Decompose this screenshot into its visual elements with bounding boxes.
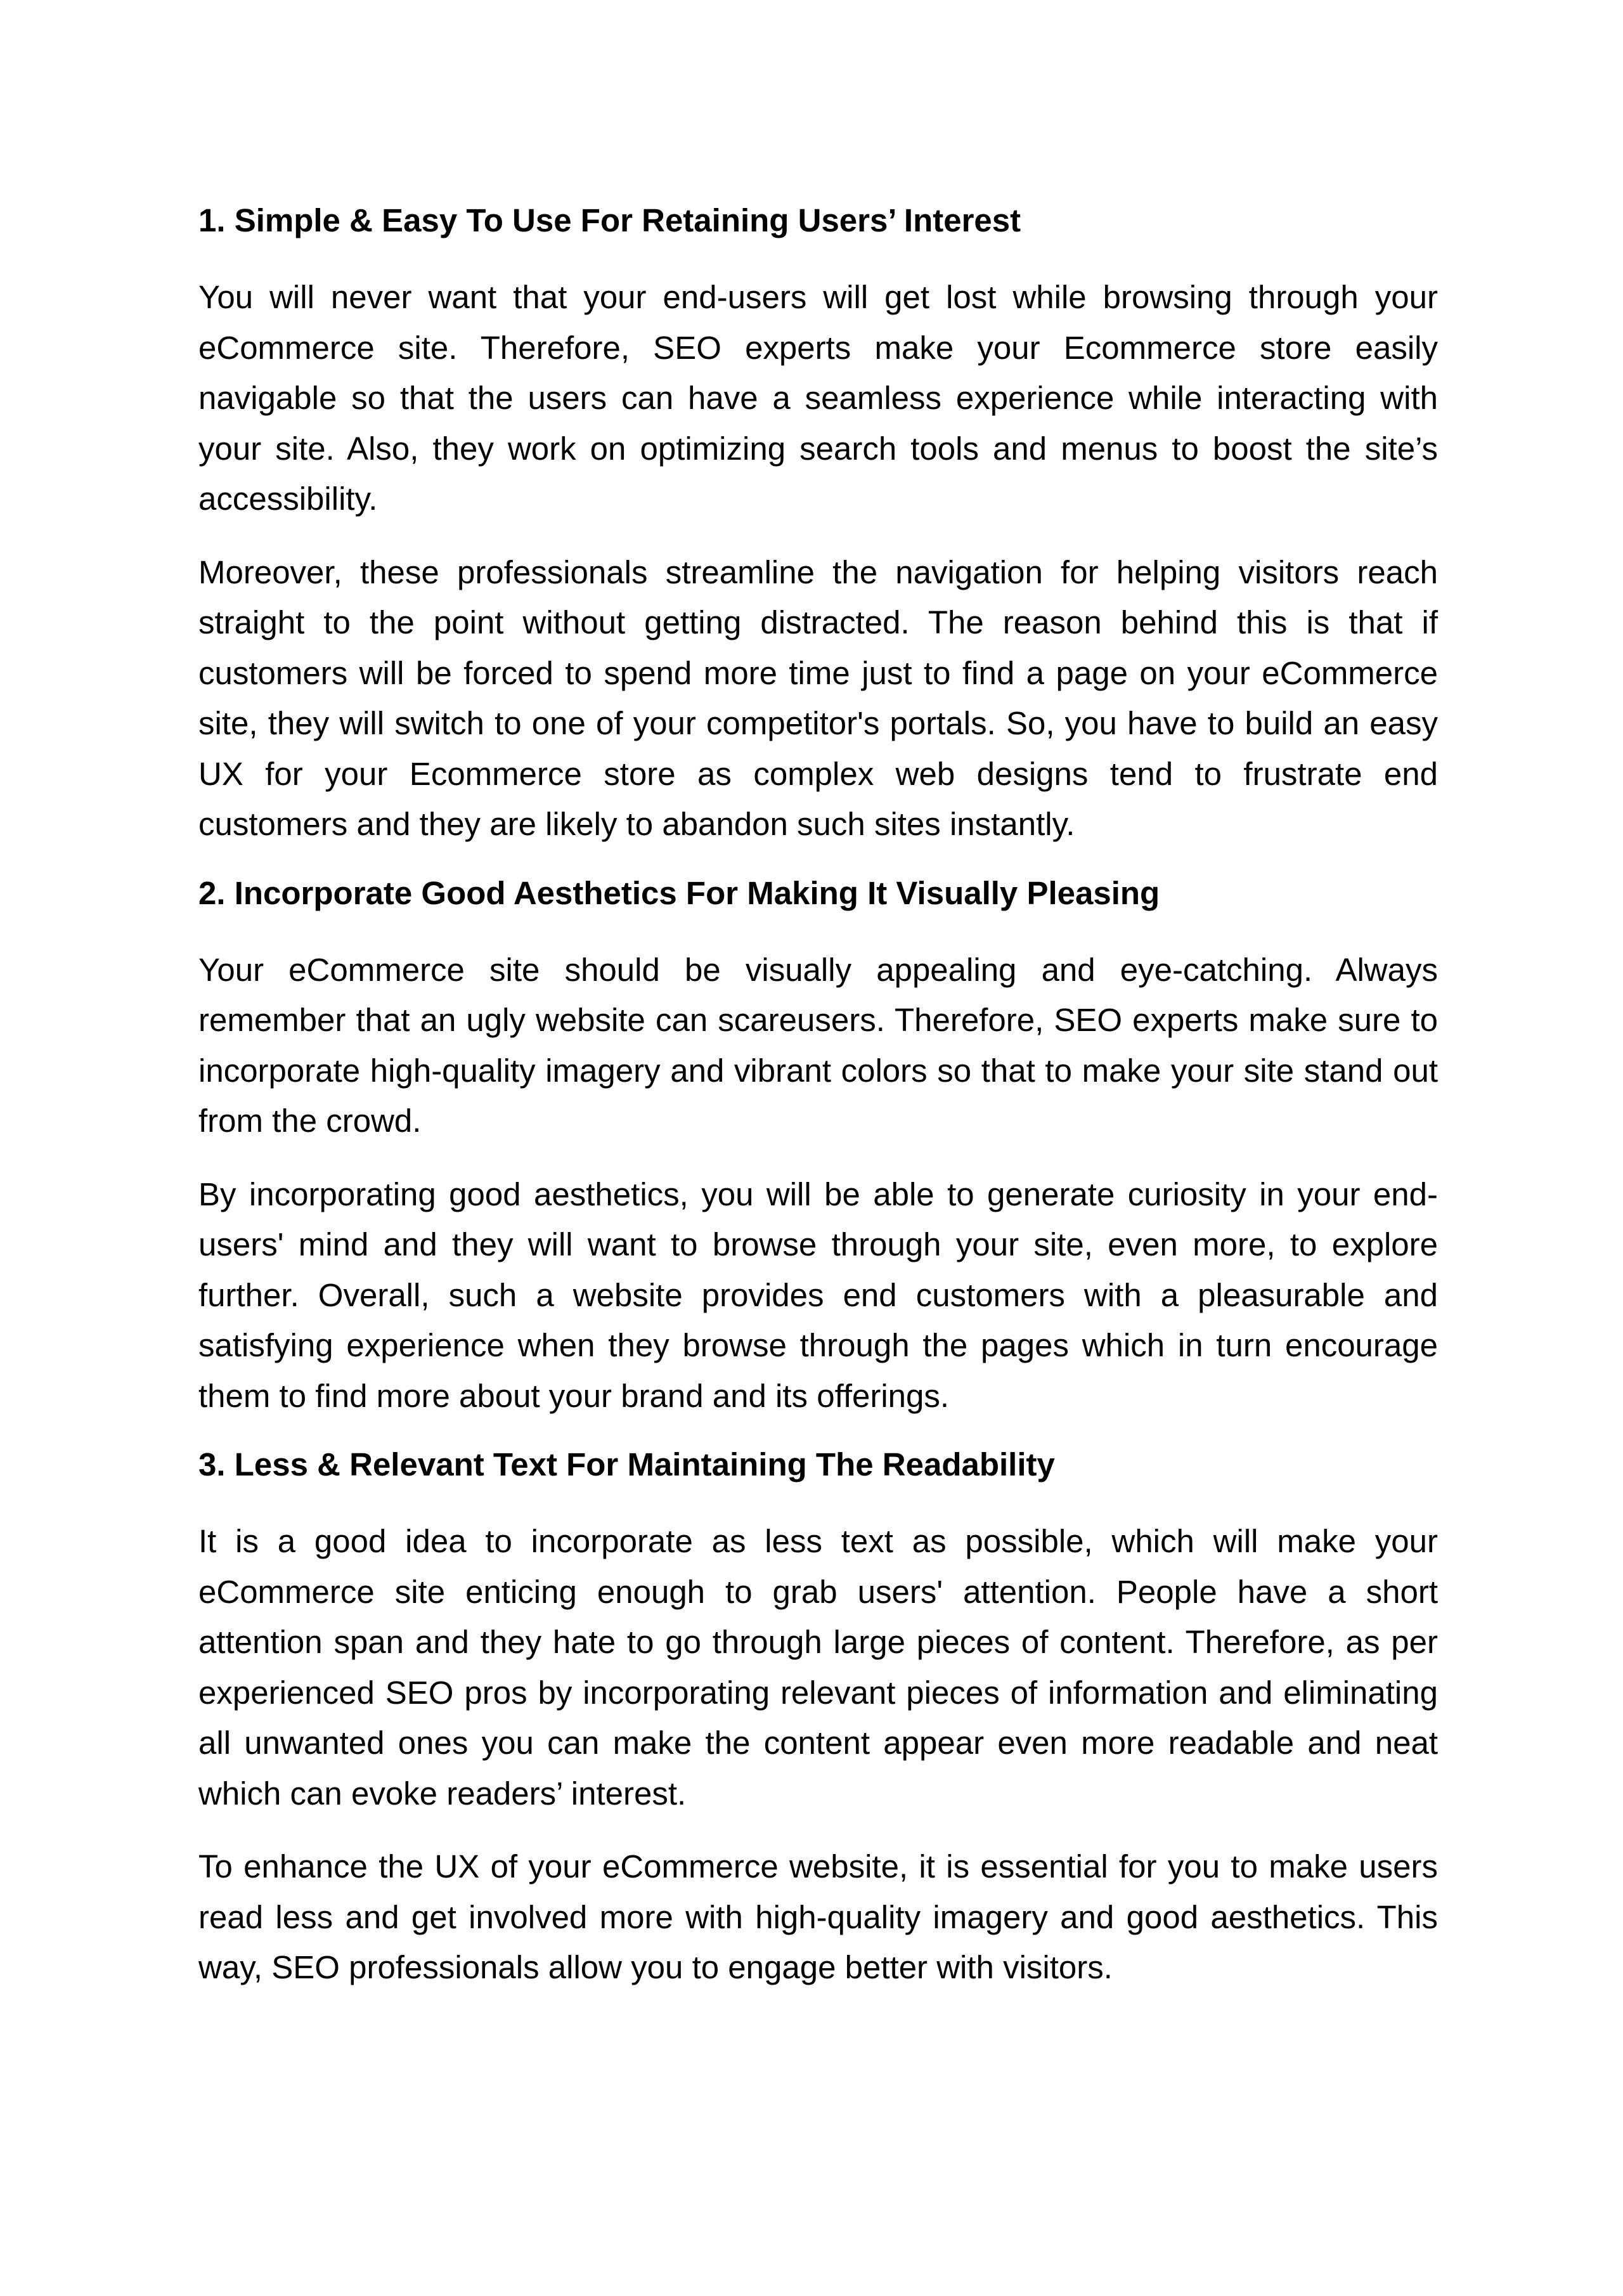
section-heading-2: 2. Incorporate Good Aesthetics For Making It Visually Pleasing xyxy=(198,874,1160,911)
section-heading-1: 1. Simple & Easy To Use For Retaining Users’ Interest xyxy=(198,202,1021,238)
document-page xyxy=(198,200,1438,2016)
section-3-paragraph-2: To enhance the UX of your eCommerce website, it is essential for you to make users read less and get involved more with high-quality imagery and good aesthetics. This way, SEO professionals allow you to engage better with visitors. xyxy=(198,1848,1438,1985)
section-2-paragraph-1: Your eCommerce site should be visually appealing and eye-catching. Always remember that an ugly website can scareusers. Therefore, SEO experts make sure to incorporate high-quality imagery and vibrant colors so that to make your site stand out from the crowd. xyxy=(198,951,1438,1139)
section-heading-3: 3. Less & Relevant Text For Maintaining The Readability xyxy=(198,1446,1055,1482)
section-3-paragraph-1: It is a good idea to incorporate as less text as possible, which will make your eCommerce site enticing enough to grab users' attention. People have a short attention span and they hate to go through large pieces of content. Therefore, as per experienced SEO pros by incorporating relevant pieces of information and eliminating all unwanted ones you can make the content appear even more readable and neat which can evoke readers’ interest. xyxy=(198,1523,1438,1812)
section-2-paragraph-2: By incorporating good aesthetics, you will be able to generate curiosity in your end-users' mind and they will want to browse through your site, even more, to explore further. Overall, such a website provides end customers with a pleasurable and satisfying experience when they browse through the pages which in turn encourage them to find more about your brand and its offerings. xyxy=(198,1176,1438,1414)
section-1-paragraph-2: Moreover, these professionals streamline the navigation for helping visitors reach straight to the point without getting distracted. The reason behind this is that if customers will be forced to spend more time just to find a page on your eCommerce site, they will switch to one of your competitor's portals. So, you have to build an easy UX for your Ecommerce store as complex web designs tend to frustrate end customers and they are likely to abandon such sites instantly. xyxy=(198,554,1438,842)
section-1-paragraph-1: You will never want that your end-users will get lost while browsing through your eCommerce site. Therefore, SEO experts make your Ecommerce store easily navigable so that the users can have a seamless experience while interacting with your site. Also, they work on optimizing search tools and menus to boost the site’s accessibility. xyxy=(198,279,1438,517)
